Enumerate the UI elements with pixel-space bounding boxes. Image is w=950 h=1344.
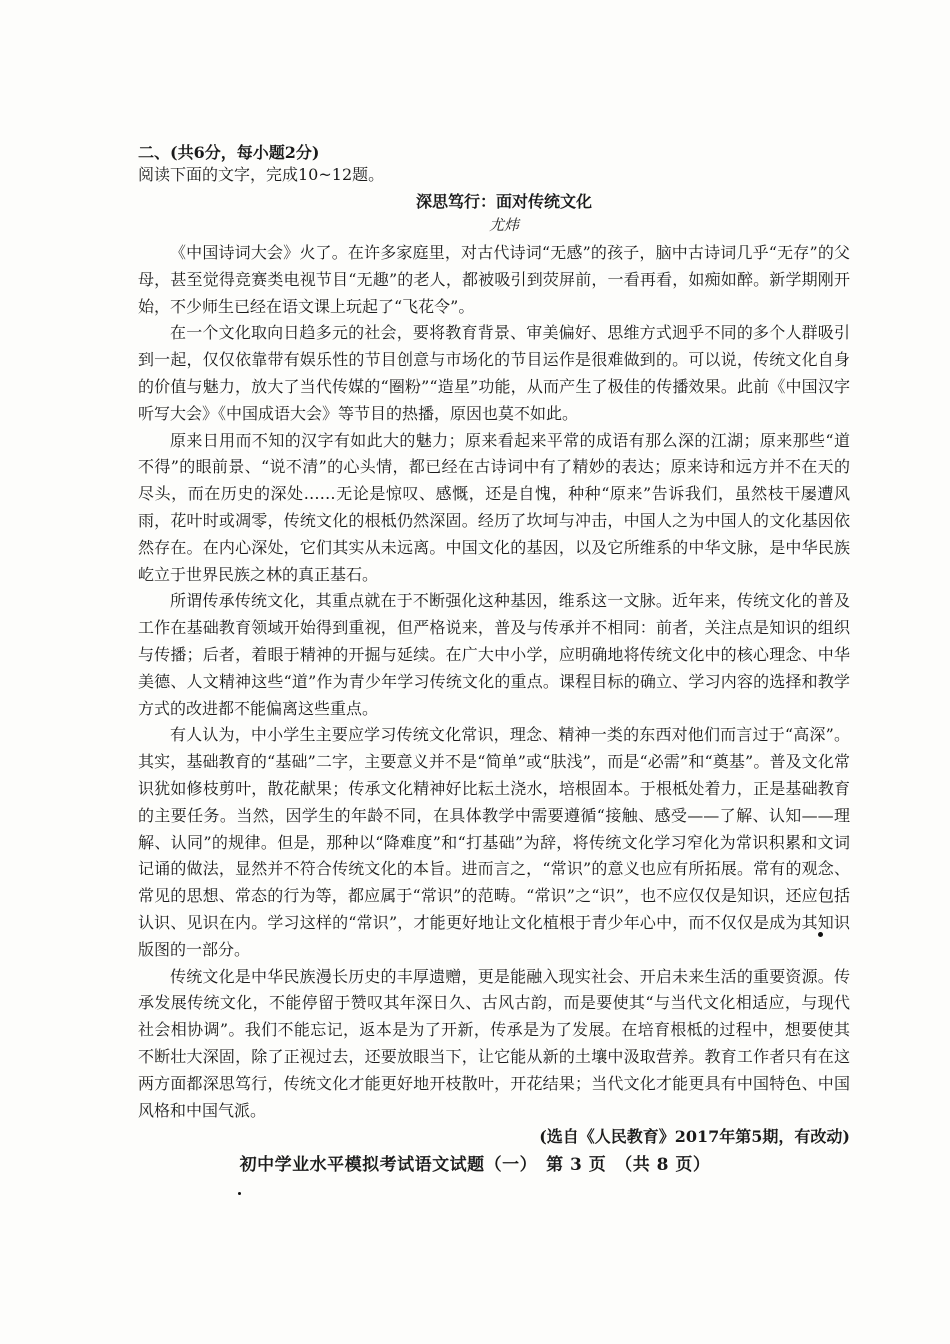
scan-speck	[818, 932, 823, 937]
article-source: (选自《人民教育》2017年第5期，有改动)	[539, 1127, 850, 1147]
paragraph-4: 所谓传承传统文化，其重点就在于不断强化这种基因，维系这一文脉。近年来，传统文化的普及工作在基础教育领域开始得到重视，但严格说来，普及与传承并不相同：前者，关注点是知识的组织与传播；后者，着眼于精神的开掘与延续。在广大中小学，应明确地将传统文化中的核心理念、中华美德、人文精神这些“道”作为青少年学习传统文化的重点。课程目标的确立、学习内容的选择和教学方式的改进都不能偏离这些重点。	[138, 591, 850, 718]
paragraph-6: 传统文化是中华民族漫长历史的丰厚遗赠，更是能融入现实社会、开启未来生活的重要资源。传承发展传统文化，不能停留于赞叹其年深日久、古风古韵，而是要使其“与当代文化相适应，与现代社会相协调”。我们不能忘记，返本是为了开新，传承是为了发展。在培育根柢的过程中，想要使其不断壮大深固，除了正视过去，还要放眼当下，让它能从新的土壤中汲取营养。教育工作者只有在这两方面都深思笃行，传统文化才能更好地开枝散叶，开花结果；当代文化才能更具有中国特色、中国风格和中国气派。	[138, 966, 850, 1120]
section-heading: 二、(共6分，每小题2分)	[138, 143, 320, 162]
page-footer: 初中学业水平模拟考试语文试题（一） 第 3 页 （共 8 页）	[239, 1155, 711, 1175]
paragraph-1: 《中国诗词大会》火了。在许多家庭里，对古代诗词“无感”的孩子，脑中古诗词几乎“无存”的父母，甚至觉得竞赛类电视节目“无趣”的老人，都被吸引到荧屏前，一看再看，如痴如醉。新学期刚开始，不少师生已经在语文课上玩起了“飞花令”。	[138, 243, 850, 316]
paragraph-5: 有人认为，中小学生主要应学习传统文化常识，理念、精神一类的东西对他们而言过于“高深”。其实，基础教育的“基础”二字，主要意义并不是“简单”或“肤浅”，而是“必需”和“奠基”。普及文化常识犹如修枝剪叶，散花献果；传承文化精神好比耘土浇水，培根固本。于根柢处着力，正是基础教育的主要任务。当然，因学生的年龄不同，在具体教学中需要遵循“接触、感受——了解、认知——理解、认同”的规律。但是，那种以“降难度”和“打基础”为辞，将传统文化学习窄化为常识积累和文词记诵的做法，显然并不符合传统文化的本旨。进而言之，“常识”的意义也应有所拓展。常有的观念、常见的思想、常态的行为等，都应属于“常识”的范畴。“常识”之“识”，也不应仅仅是知识，还应包括认识、见识在内。学习这样的“常识”，才能更好地让文化植根于青少年心中，而不仅仅是成为其知识版图的一部分。	[138, 725, 850, 959]
instruction: 阅读下面的文字，完成10~12题。	[138, 165, 385, 184]
paragraph-3: 原来日用而不知的汉字有如此大的魅力；原来看起来平常的成语有那么深的江湖；原来那些“道不得”的眼前景、“说不清”的心头情，都已经在古诗词中有了精妙的表达；原来诗和远方并不在天的尽头，而在历史的深处……无论是惊叹、感慨，还是自愧，种种“原来”告诉我们，虽然枝干屡遭风雨，花叶时或凋零，传统文化的根柢仍然深固。经历了坎坷与冲击，中国人之为中国人的文化基因依然存在。在内心深处，它们其实从未远离。中国文化的基因，以及它所维系的中华文脉，是中华民族屹立于世界民族之林的真正基石。	[138, 430, 850, 584]
article-title: 深思笃行：面对传统文化	[415, 192, 592, 211]
article-author: 尤炜	[488, 216, 519, 234]
paragraph-2: 在一个文化取向日趋多元的社会，要将教育背景、审美偏好、思维方式迥乎不同的多个人群吸引到一起，仅仅依靠带有娱乐性的节目创意与市场化的节目运作是很难做到的。可以说，传统文化自身的价值与魅力，放大了当代传媒的“圈粉”“造星”功能，从而产生了极佳的传播效果。此前《中国汉字听写大会》《中国成语大会》等节目的热播，原因也莫不如此。	[138, 323, 850, 423]
reading-section	[138, 142, 850, 1150]
scan-speck	[238, 1192, 241, 1195]
